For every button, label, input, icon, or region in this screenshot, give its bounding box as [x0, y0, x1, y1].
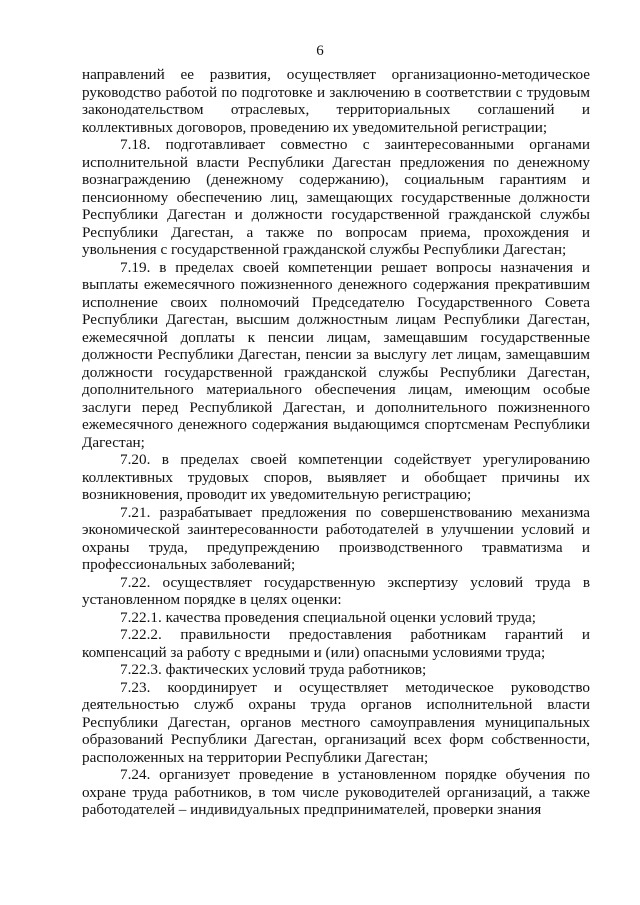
paragraph-continuation: направлений ее развития, осуществляет организационно-методическое руководство работой по подготовке и заключению в соответствии с трудовым законодательством отраслевых, территориальных соглашений и коллективных договоров, проведению их уведомительной регистрации; [82, 66, 590, 136]
paragraph-7-21: 7.21. разрабатывает предложения по совершенствованию механизма экономической заинтересованности работодателей в улучшении условий и охраны труда, предупреждению производственного травматизма и профессиональных заболеваний; [82, 503, 590, 573]
paragraph-7-22: 7.22. осуществляет государственную экспертизу условий труда в установленном порядке в целях оценки: [82, 573, 590, 608]
paragraph-7-22-2: 7.22.2. правильности предоставления работникам гарантий и компенсаций за работу с вредными и (или) опасными условиями труда; [82, 626, 590, 661]
paragraph-7-19: 7.19. в пределах своей компетенции решает вопросы назначения и выплаты ежемесячного пожизненного денежного содержания прекратившим исполнение своих полномочий Председателю Государственного Совета Республики Дагестан, высшим должностным лицам Республики Дагестан, ежемесячной доплаты к пенсии лицам, замещавшим государственные должности Республики Дагестан, пенсии за выслугу лет лицам, замещавшим должности государственной гражданской службы Республики Дагестан, дополнительного материального обеспечения лицам, имеющим особые заслуги перед Республикой Дагестан, и дополнительного пожизненного ежемесячного денежного содержания выдающимся спортсменам Республики Дагестан; [82, 258, 590, 451]
document-body [82, 66, 590, 819]
paragraph-7-22-3: 7.22.3. фактических условий труда работников; [120, 661, 427, 678]
paragraph-7-22-1: 7.22.1. качества проведения специальной оценки условий труда; [120, 608, 536, 626]
paragraph-7-20: 7.20. в пределах своей компетенции содействует урегулированию коллективных трудовых споров, выявляет и обобщает причины их возникновения, проводит их уведомительную регистрацию; [82, 451, 590, 503]
paragraph-7-23: 7.23. координирует и осуществляет методическое руководство деятельностью служб охраны труда органов исполнительной власти Республики Дагестан, органов местного самоуправления муниципальных образований Республики Дагестан, организаций всех форм собственности, расположенных на территории Республики Дагестан; [82, 678, 590, 766]
paragraph-7-24: 7.24. организует проведение в установленном порядке обучения по охране труда работников, в том числе руководителей организаций, а также работодателей – индивидуальных предпринимателей, проверки знания [82, 766, 590, 818]
paragraph-7-18: 7.18. подготавливает совместно с заинтересованными органами исполнительной власти Республики Дагестан предложения по денежному вознаграждению (денежному содержанию), социальным гарантиям и пенсионному обеспечению лиц, замещающих государственные должности Республики Дагестан и должности государственной гражданской службы Республики Дагестан, а также по вопросам приема, прохождения и увольнения с государственной гражданской службы Республики Дагестан; [82, 136, 590, 258]
page-number: 6 [316, 43, 324, 59]
